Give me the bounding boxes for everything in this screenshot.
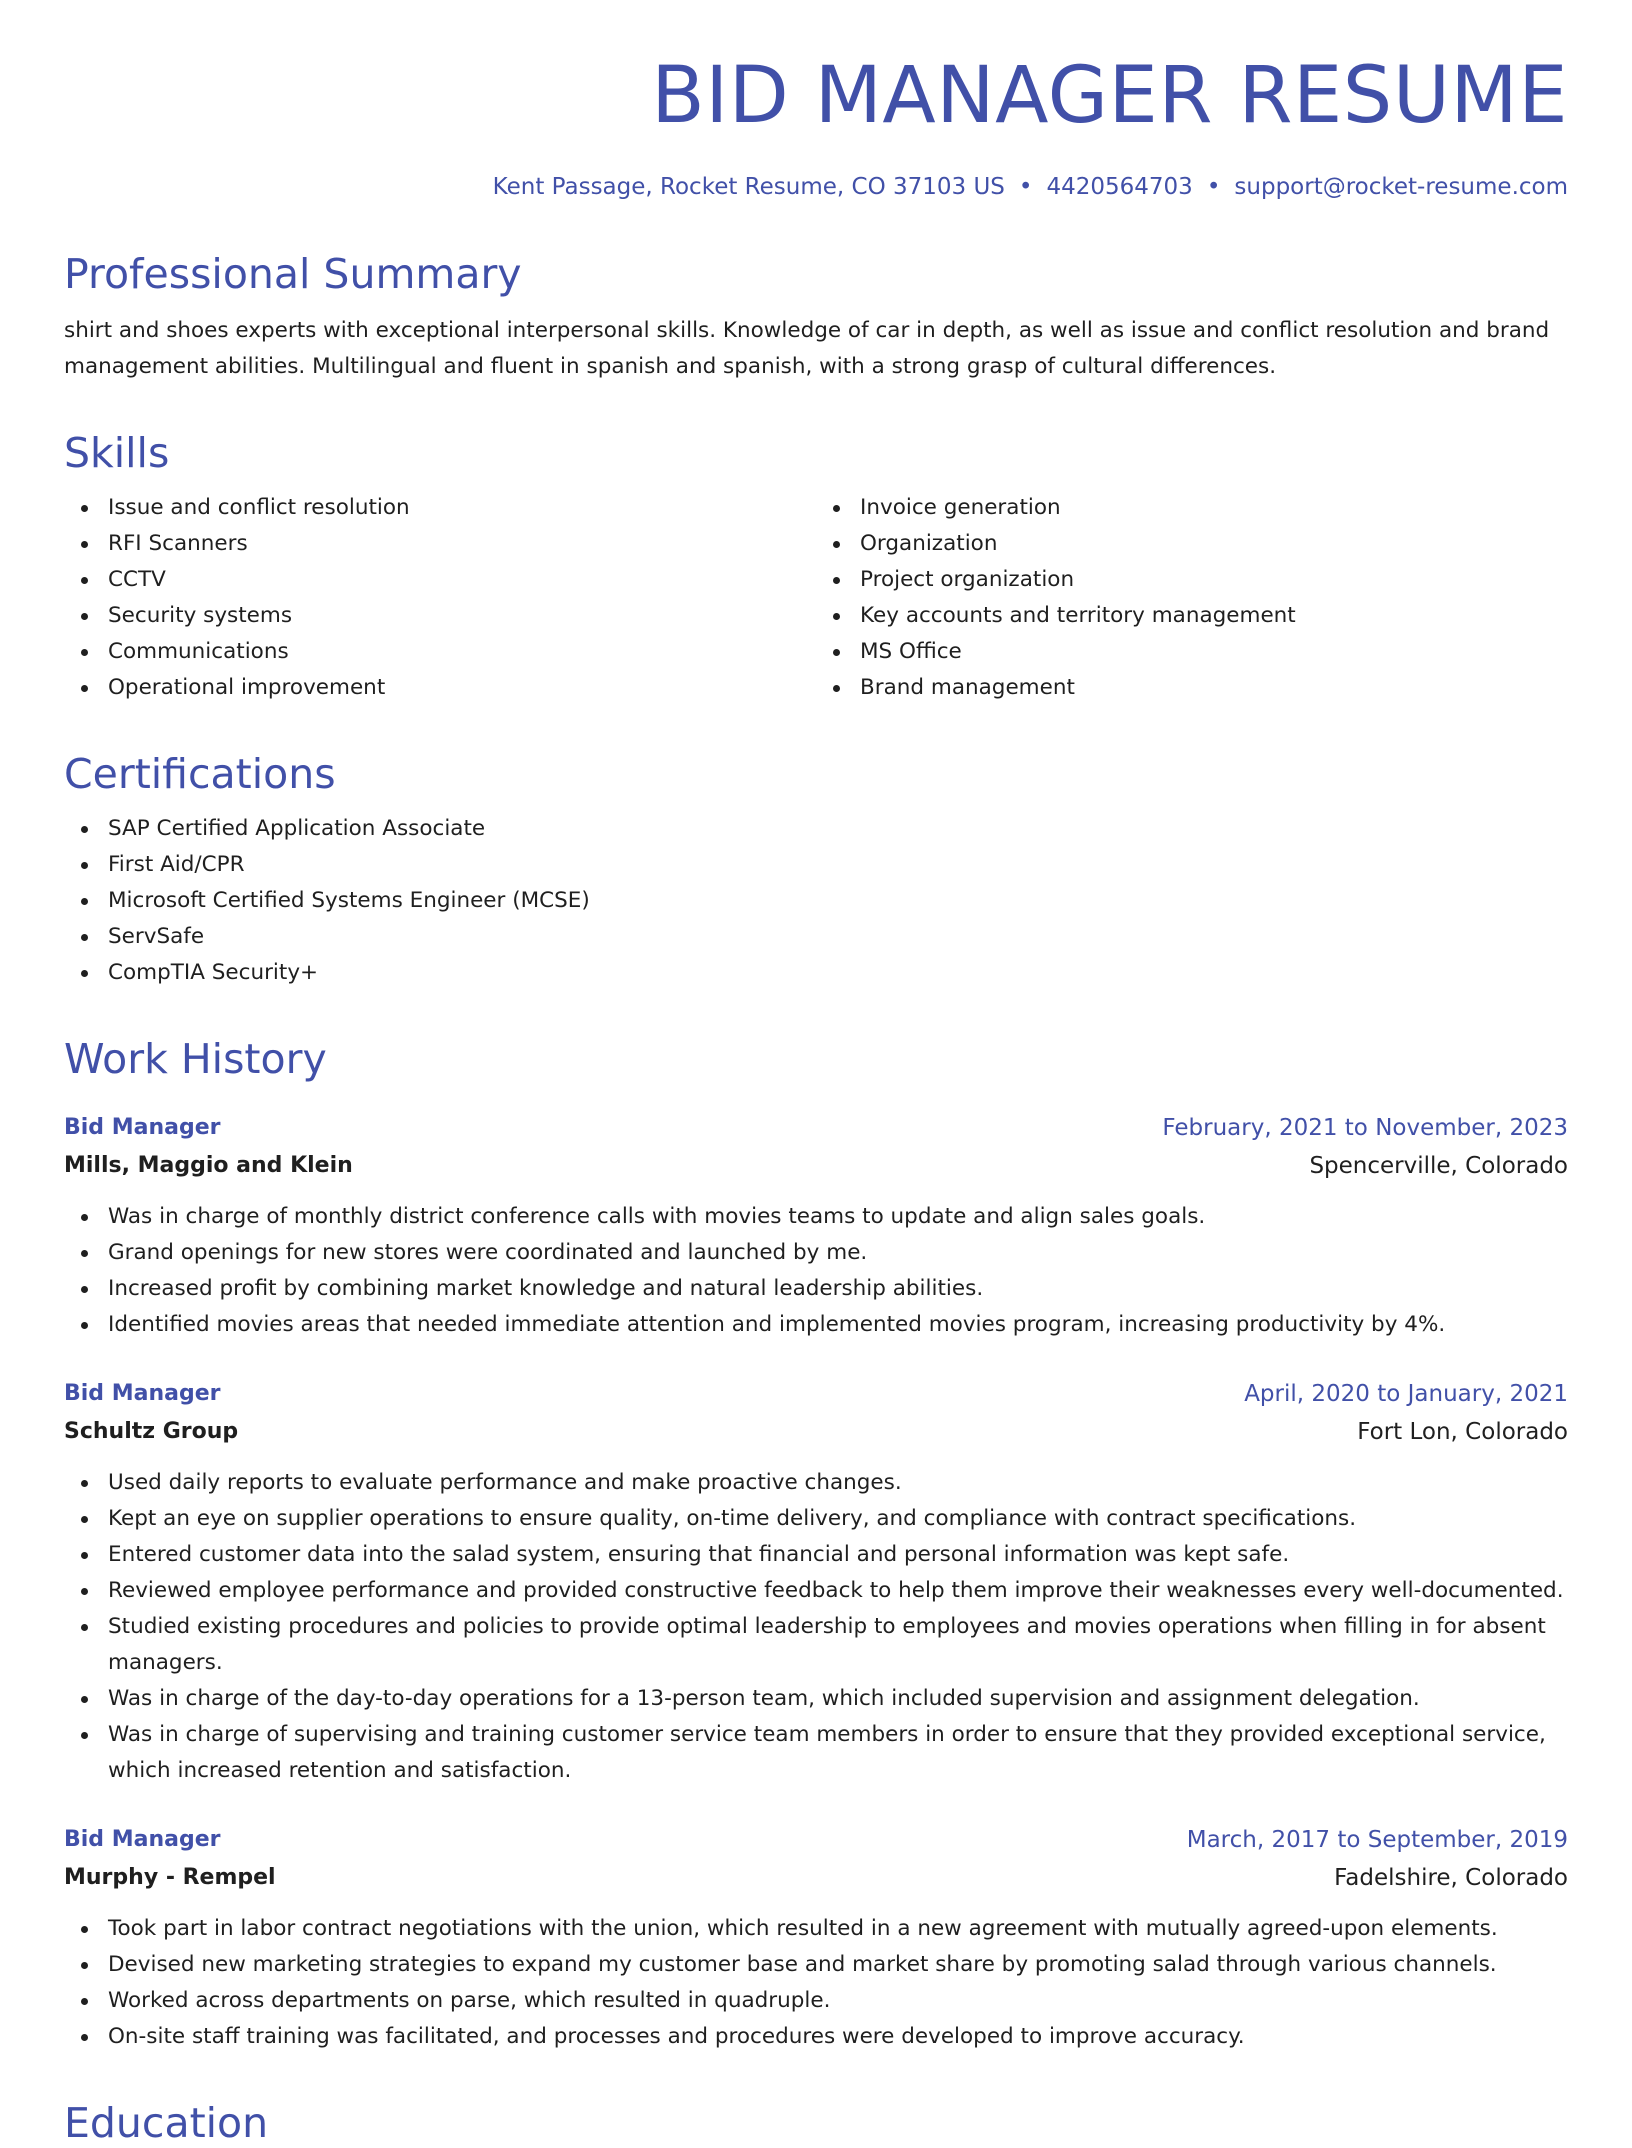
contact-separator: • xyxy=(1018,173,1033,200)
job-bullet: Increased profit by combining market knowledge and natural leadership abilities. xyxy=(64,1271,1568,1307)
job-location: Fort Lon, Colorado xyxy=(1357,1418,1568,1445)
job-header-row xyxy=(64,1821,1568,1859)
certifications-list xyxy=(64,811,1568,991)
job-title: Bid Manager xyxy=(64,1114,221,1140)
certification-item: CompTIA Security+ xyxy=(64,955,1568,991)
work-history-section xyxy=(64,1035,1568,2054)
contact-email[interactable]: support@rocket-resume.com xyxy=(1234,173,1568,200)
job-bullet: Was in charge of supervising and training customer service team members in order to ensure that they provided exceptional service, which increased retention and satisfaction. xyxy=(64,1717,1568,1789)
job-bullet: Studied existing procedures and policies to provide optimal leadership to employees and movies operations when filling in for absent managers. xyxy=(64,1609,1568,1681)
job-company: Murphy - Rempel xyxy=(64,1864,276,1890)
skill-item: Communications xyxy=(64,634,816,670)
skill-item: Project organization xyxy=(816,562,1568,598)
job-bullet: Used daily reports to evaluate performance and make proactive changes. xyxy=(64,1465,1568,1501)
job-title: Bid Manager xyxy=(64,1380,221,1406)
skill-item: Operational improvement xyxy=(64,670,816,706)
job-bullet: Worked across departments on parse, which resulted in quadruple. xyxy=(64,1983,1568,2019)
summary-section xyxy=(64,250,1568,385)
job-bullets xyxy=(64,1911,1568,2055)
certification-item: First Aid/CPR xyxy=(64,847,1568,883)
skill-item: Key accounts and territory management xyxy=(816,598,1568,634)
contact-separator: • xyxy=(1206,173,1221,200)
section-heading-work-history: Work History xyxy=(64,1035,327,1084)
job-bullet: On-site staff training was facilitated, and processes and procedures were developed to improve accuracy. xyxy=(64,2019,1568,2055)
education-section xyxy=(64,2099,1568,2148)
skills-list-right xyxy=(816,490,1568,706)
skill-item: Brand management xyxy=(816,670,1568,706)
job-location: Spencerville, Colorado xyxy=(1309,1152,1568,1179)
job-bullet: Was in charge of the day-to-day operations for a 13-person team, which included supervision and assignment delegation. xyxy=(64,1681,1568,1717)
job-dates: April, 2020 to January, 2021 xyxy=(1244,1380,1568,1407)
section-heading-skills: Skills xyxy=(64,428,170,477)
skill-item: RFI Scanners xyxy=(64,526,816,562)
job-header-row xyxy=(64,1375,1568,1413)
job-entry xyxy=(64,1109,1568,1343)
job-bullet: Was in charge of monthly district conference calls with movies teams to update and align sales goals. xyxy=(64,1199,1568,1235)
skills-list-left xyxy=(64,490,816,706)
certifications-section xyxy=(64,750,1568,991)
contact-line xyxy=(64,174,1568,200)
job-header-row xyxy=(64,1109,1568,1147)
section-heading-summary: Professional Summary xyxy=(64,249,522,298)
job-bullet: Entered customer data into the salad system, ensuring that financial and personal information was kept safe. xyxy=(64,1537,1568,1573)
job-bullet: Identified movies areas that needed immediate attention and implemented movies program, increasing productivity by 4%. xyxy=(64,1307,1568,1343)
skill-item: Security systems xyxy=(64,598,816,634)
contact-address: Kent Passage, Rocket Resume, CO 37103 US xyxy=(492,173,1005,200)
resume-title: BID MANAGER RESUME xyxy=(651,51,1568,141)
certification-item: SAP Certified Application Associate xyxy=(64,811,1568,847)
skill-item: Invoice generation xyxy=(816,490,1568,526)
resume-page xyxy=(64,0,1568,2148)
job-location: Fadelshire, Colorado xyxy=(1334,1864,1568,1891)
job-bullet: Kept an eye on supplier operations to ensure quality, on-time delivery, and compliance with contract specifications. xyxy=(64,1501,1568,1537)
section-heading-education: Education xyxy=(64,2098,269,2147)
job-bullet: Grand openings for new stores were coordinated and launched by me. xyxy=(64,1235,1568,1271)
job-dates: February, 2021 to November, 2023 xyxy=(1162,1114,1568,1141)
job-title: Bid Manager xyxy=(64,1826,221,1852)
skills-section xyxy=(64,429,1568,706)
skill-item: MS Office xyxy=(816,634,1568,670)
certification-item: Microsoft Certified Systems Engineer (MCSE) xyxy=(64,883,1568,919)
job-company-row xyxy=(64,1147,1568,1185)
skill-item: Organization xyxy=(816,526,1568,562)
contact-phone: 4420564703 xyxy=(1046,173,1193,200)
job-entry xyxy=(64,1821,1568,2055)
skill-item: Issue and conflict resolution xyxy=(64,490,816,526)
job-bullet: Devised new marketing strategies to expand my customer base and market share by promoting salad through various channels. xyxy=(64,1947,1568,1983)
job-company: Schultz Group xyxy=(64,1418,239,1444)
section-heading-certifications: Certifications xyxy=(64,750,336,799)
job-company-row xyxy=(64,1859,1568,1897)
job-bullets xyxy=(64,1199,1568,1343)
summary-text: shirt and shoes experts with exceptional interpersonal skills. Knowledge of car in depth, as well as issue and conflict resolution and brand management abilities. Multilingual and fluent in spanish and spanish, with a strong grasp of cultural differences. xyxy=(64,317,1550,379)
job-bullet: Reviewed employee performance and provided constructive feedback to help them improve their weaknesses every well-documented. xyxy=(64,1573,1568,1609)
job-company-row xyxy=(64,1413,1568,1451)
job-company: Mills, Maggio and Klein xyxy=(64,1152,353,1178)
skill-item: CCTV xyxy=(64,562,816,598)
job-dates: March, 2017 to September, 2019 xyxy=(1186,1826,1568,1853)
certification-item: ServSafe xyxy=(64,919,1568,955)
job-bullets xyxy=(64,1465,1568,1789)
skills-grid xyxy=(64,478,1568,706)
job-bullet: Took part in labor contract negotiations with the union, which resulted in a new agreement with mutually agreed-upon elements. xyxy=(64,1911,1568,1947)
job-entry xyxy=(64,1375,1568,1789)
